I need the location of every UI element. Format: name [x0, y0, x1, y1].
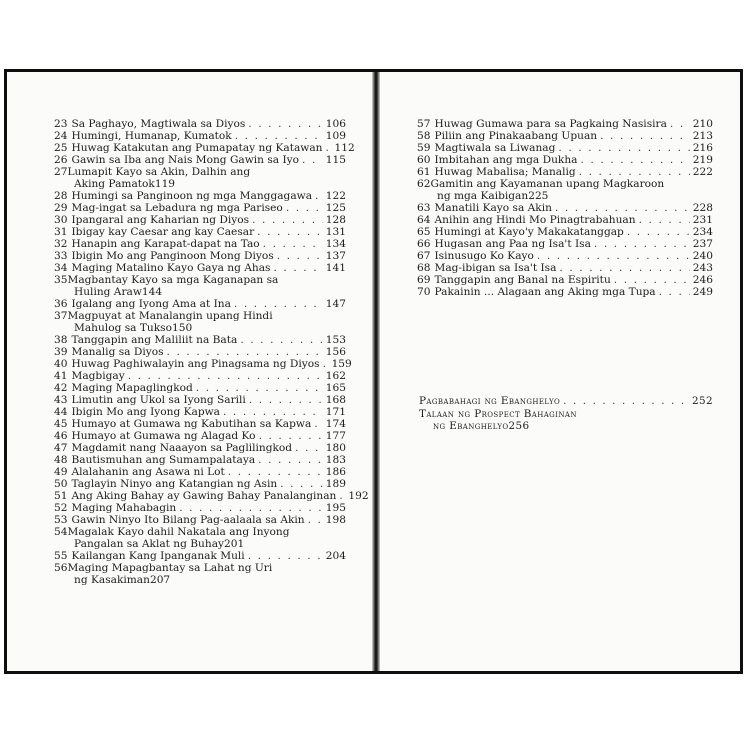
chapter-title: Talaan ng Prospect Bahaginan: [419, 407, 577, 420]
toc-entry: [54, 442, 346, 454]
chapter-title-continued: Pangalan sa Aklat ng Buhay: [74, 538, 225, 550]
page-number: 156: [325, 346, 346, 358]
chapter-title: Huwag Katakutan ang Pumapatay ng Katawan: [71, 142, 323, 154]
chapter-title: Huwag Paghiwalayin ang Pinagsama ng Diyos: [71, 358, 320, 370]
toc-entry: [54, 406, 346, 418]
page-number: 219: [692, 154, 713, 166]
page-number: 144: [141, 286, 163, 298]
chapter-number: 39: [54, 346, 68, 358]
page-number: 165: [325, 382, 346, 394]
page-number: 252: [691, 395, 713, 407]
page-number: 249: [692, 286, 713, 298]
dot-leader: [179, 502, 323, 514]
chapter-title: Magbigay: [71, 370, 125, 382]
chapter-title: Hanapin ang Karapat-dapat na Tao: [71, 238, 260, 250]
chapter-title-continued: ng Ebanghelyo: [433, 420, 509, 433]
chapter-title-continued: ng mga Kaibigan: [437, 190, 529, 202]
chapter-title: Ibigin Mo ang Panginoon Mong Diyos: [71, 250, 274, 262]
dot-leader: [235, 130, 323, 142]
chapter-title: Maging Mahabagin: [71, 502, 177, 514]
toc-entry: [419, 408, 713, 433]
dot-leader: [639, 214, 690, 226]
chapter-number: 32: [54, 238, 68, 250]
toc-entry-line2: [419, 420, 713, 433]
page-number: 207: [149, 574, 171, 586]
chapter-number: 35: [54, 274, 68, 286]
dot-leader: [228, 466, 323, 478]
page-number: 231: [692, 214, 713, 226]
dot-leader: [563, 395, 689, 408]
page-number: 213: [692, 130, 713, 142]
dot-leader: [558, 142, 689, 154]
page-number: 204: [325, 550, 346, 562]
chapter-title: Pagbabahagi ng Ebanghelyo: [419, 395, 561, 407]
chapter-title-continued: Aking Pamatok: [74, 178, 155, 190]
chapter-number: 29: [54, 202, 68, 214]
page-number: 186: [325, 466, 346, 478]
dot-leader: [323, 358, 329, 370]
page-number: 183: [325, 454, 346, 466]
toc-entry: [54, 382, 346, 394]
chapter-title: Magpuyat at Manalangin upang Hindi: [67, 310, 273, 322]
dot-leader: [263, 238, 323, 250]
dot-leader: [240, 334, 322, 346]
chapter-title: Humingi sa Panginoon ng mga Manggagawa: [71, 190, 313, 202]
dot-leader: [308, 514, 323, 526]
chapter-number: 23: [54, 118, 68, 130]
chapter-title: Lumapit Kayo sa Akin, Dalhin ang: [67, 166, 251, 178]
chapter-title: Igalang ang Iyong Ama at Ina: [71, 298, 231, 310]
page-number: 201: [224, 538, 245, 550]
chapter-title: Manalig sa Diyos: [71, 346, 164, 358]
toc-entry: [54, 490, 369, 502]
page-number: 256: [508, 420, 530, 433]
chapter-number: 60: [417, 154, 431, 166]
page-number: 141: [325, 262, 346, 274]
page-number: 119: [154, 178, 176, 190]
page-number: 195: [325, 502, 346, 514]
dot-leader: [196, 382, 323, 394]
page-number: 134: [325, 238, 346, 250]
dot-leader: [295, 442, 323, 454]
dot-leader: [314, 418, 322, 430]
dot-leader: [252, 214, 323, 226]
chapter-title: Humingi, Humanap, Kumatok: [71, 130, 232, 142]
toc-entry: [54, 550, 346, 562]
toc-entry: [54, 358, 352, 370]
chapter-title: Magtiwala sa Liwanag: [434, 142, 556, 154]
dot-leader: [627, 226, 690, 238]
toc-entry: [54, 334, 346, 346]
chapter-number: 48: [54, 454, 68, 466]
toc-entry: [54, 130, 346, 142]
page-number: 122: [325, 190, 346, 202]
chapter-number: 33: [54, 250, 68, 262]
chapter-number: 66: [417, 238, 431, 250]
toc-entry: [54, 226, 346, 238]
page-number: 159: [331, 358, 352, 370]
chapter-number: 56: [54, 562, 68, 574]
chapter-title: Ibigin Mo ang Iyong Kapwa: [71, 406, 220, 418]
chapter-title: Isinusugo Ko Kayo: [434, 250, 534, 262]
toc-entry-line1: [54, 274, 346, 286]
dot-leader: [537, 250, 690, 262]
page-number: 222: [692, 166, 713, 178]
toc-entry: [54, 190, 346, 202]
toc-entry: [54, 166, 346, 190]
chapter-title: Magbantay Kayo sa mga Kaganapan sa: [67, 274, 279, 286]
chapter-number: 57: [417, 118, 431, 130]
toc-entry: [54, 526, 346, 550]
toc-entry: [54, 370, 346, 382]
page-number: 177: [325, 430, 346, 442]
page-number: 131: [325, 226, 346, 238]
page-number: 192: [348, 490, 369, 502]
page-number: 198: [325, 514, 346, 526]
toc-entry: [417, 214, 713, 226]
toc-entry-line1: [54, 562, 346, 574]
chapter-title: Maging Mapaglingkod: [71, 382, 193, 394]
dot-leader: [286, 202, 323, 214]
chapter-number: 64: [417, 214, 431, 226]
dot-leader: [280, 478, 323, 490]
chapter-title: Bautismuhan ang Sumampalataya: [71, 454, 256, 466]
toc-entry: [54, 118, 346, 130]
chapter-title-continued: Huling Araw: [74, 286, 142, 298]
chapter-number: 45: [54, 418, 68, 430]
toc-entry: [54, 394, 346, 406]
chapter-number: 68: [417, 262, 431, 274]
toc-entry: [417, 142, 713, 154]
toc-entry: [417, 262, 713, 274]
chapter-title: Humingi at Kayo'y Makakatanggap: [434, 226, 624, 238]
toc-entry: [54, 562, 346, 586]
toc-entry: [417, 166, 713, 178]
book-spread: [4, 69, 743, 674]
toc-entry: [54, 274, 346, 298]
chapter-number: 70: [417, 286, 431, 298]
page-number: 243: [692, 262, 713, 274]
page-number: 240: [692, 250, 713, 262]
chapter-title: Ibigay kay Caesar ang kay Caesar: [71, 226, 255, 238]
dot-leader: [600, 130, 690, 142]
chapter-number: 62: [417, 178, 431, 190]
chapter-number: 41: [54, 370, 68, 382]
chapter-number: 37: [54, 310, 68, 322]
toc-entry: [54, 502, 346, 514]
chapter-title-continued: ng Kasakiman: [74, 574, 150, 586]
book-gutter: [372, 72, 380, 671]
toc-entry: [417, 286, 713, 298]
dot-leader: [257, 226, 323, 238]
toc-entry: [417, 178, 713, 202]
toc-entry: [54, 310, 346, 334]
page-number: 174: [325, 418, 346, 430]
chapter-number: 42: [54, 382, 68, 394]
page-number: 112: [334, 142, 355, 154]
dot-leader: [167, 346, 323, 358]
dot-leader: [234, 298, 323, 310]
chapter-title: Pakainin ... Alagaan ang Aking mga Tupa: [434, 286, 656, 298]
chapter-title: Maging Matalino Kayo Gaya ng Ahas: [71, 262, 271, 274]
page-number: 234: [692, 226, 713, 238]
chapter-number: 49: [54, 466, 68, 478]
chapter-number: 30: [54, 214, 68, 226]
dot-leader: [659, 286, 690, 298]
chapter-number: 51: [54, 490, 68, 502]
dot-leader: [249, 394, 323, 406]
page-number: 216: [692, 142, 713, 154]
chapter-number: 28: [54, 190, 68, 202]
chapter-title: Taglayin Ninyo ang Katangian ng Asin: [71, 478, 278, 490]
chapter-title: Piliin ang Pinakaabang Upuan: [434, 130, 598, 142]
page-number: 225: [528, 190, 549, 202]
toc-entry: [417, 154, 713, 166]
chapter-number: 55: [54, 550, 68, 562]
page-number: 210: [692, 118, 713, 130]
dot-leader: [559, 262, 689, 274]
toc-entry-line1: [417, 178, 713, 190]
toc-entry-line2: [54, 322, 346, 334]
toc-entry-line2: [417, 190, 713, 202]
toc-entry: [54, 154, 346, 166]
chapter-number: 67: [417, 250, 431, 262]
dot-leader: [277, 250, 323, 262]
page-number: 168: [325, 394, 346, 406]
chapter-title: Sa Paghayo, Magtiwala sa Diyos: [71, 118, 246, 130]
chapter-title: Gawin sa Iba ang Nais Mong Gawin sa Iyo: [71, 154, 300, 166]
dot-leader: [670, 118, 690, 130]
chapter-number: 38: [54, 334, 68, 346]
toc-entry: [54, 142, 355, 154]
toc-entry: [417, 238, 713, 250]
chapter-number: 25: [54, 142, 68, 154]
page-number: 153: [325, 334, 346, 346]
chapter-number: 44: [54, 406, 68, 418]
toc-entry: [417, 250, 713, 262]
chapter-title-continued: Mahulog sa Tukso: [74, 322, 172, 334]
page-number: 162: [325, 370, 346, 382]
chapter-title: Hugasan ang Paa ng Isa't Isa: [434, 238, 591, 250]
chapter-number: 53: [54, 514, 68, 526]
chapter-number: 46: [54, 430, 68, 442]
chapter-title: Humayo at Gumawa ng Kabutihan sa Kapwa: [71, 418, 312, 430]
page-number: 237: [692, 238, 713, 250]
dot-leader: [128, 370, 323, 382]
chapter-title: Ipangaral ang Kaharian ng Diyos: [71, 214, 250, 226]
toc-entry: [417, 226, 713, 238]
page-number: 171: [325, 406, 346, 418]
dot-leader: [248, 118, 323, 130]
chapter-number: 61: [417, 166, 431, 178]
toc-entry: [54, 262, 346, 274]
chapter-number: 31: [54, 226, 68, 238]
chapter-number: 26: [54, 154, 68, 166]
chapter-number: 63: [417, 202, 431, 214]
chapter-number: 47: [54, 442, 68, 454]
page-number: 106: [325, 118, 346, 130]
page-number: 137: [325, 250, 346, 262]
chapter-number: 58: [417, 130, 431, 142]
chapter-number: 65: [417, 226, 431, 238]
toc-entry-line1: [54, 166, 346, 178]
chapter-number: 24: [54, 130, 68, 142]
dot-leader: [326, 142, 332, 154]
toc-entry-line2: [54, 538, 346, 550]
dot-leader: [259, 430, 323, 442]
dot-leader: [614, 274, 690, 286]
chapter-title: Tanggapin ang Maliliit na Bata: [71, 334, 238, 346]
chapter-title: Manatili Kayo sa Akin: [434, 202, 552, 214]
chapter-number: 43: [54, 394, 68, 406]
toc-entry-line2: [54, 574, 346, 586]
toc-entry-line2: [54, 286, 346, 298]
chapter-title: Gamitin ang Kayamanan upang Magkaroon: [430, 178, 665, 190]
toc-entry: [54, 430, 346, 442]
dot-leader: [223, 406, 323, 418]
toc-entry: [419, 395, 713, 408]
page-number: 189: [325, 478, 346, 490]
toc-entry: [54, 514, 346, 526]
chapter-number: 52: [54, 502, 68, 514]
chapter-number: 69: [417, 274, 431, 286]
chapter-number: 54: [54, 526, 68, 538]
toc-entry: [54, 298, 346, 310]
dot-leader: [248, 550, 323, 562]
page-number: 180: [325, 442, 346, 454]
page-number: 246: [692, 274, 713, 286]
chapter-title: Kailangan Kang Ipanganak Muli: [71, 550, 245, 562]
chapter-title: Gawin Ninyo Ito Bilang Pag-aalaala sa Akin: [71, 514, 305, 526]
page-number: 115: [325, 154, 346, 166]
toc-entry-line1: [54, 526, 346, 538]
dot-leader: [579, 166, 690, 178]
chapter-number: 36: [54, 298, 68, 310]
chapter-number: 40: [54, 358, 68, 370]
toc-entry: [54, 214, 346, 226]
toc-back-matter: [419, 395, 713, 433]
toc-entry-line2: [54, 178, 346, 190]
chapter-title: Humayo at Gumawa ng Alagad Ko: [71, 430, 256, 442]
chapter-number: 34: [54, 262, 68, 274]
toc-entry: [417, 274, 713, 286]
toc-entry: [417, 118, 713, 130]
dot-leader: [594, 238, 690, 250]
chapter-number: 27: [54, 166, 68, 178]
chapter-number: 59: [417, 142, 431, 154]
chapter-title: Alalahanin ang Asawa ni Lot: [71, 466, 225, 478]
chapter-title: Magdamit nang Naaayon sa Paglilingkod: [71, 442, 293, 454]
chapter-title: Huwag Mabalisa; Manalig: [434, 166, 576, 178]
toc-entry: [54, 478, 346, 490]
page-number: 147: [325, 298, 346, 310]
chapter-title: Magalak Kayo dahil Nakatala ang Inyong: [67, 526, 290, 538]
toc-entry: [54, 250, 346, 262]
page-number: 109: [325, 130, 346, 142]
dot-leader: [315, 190, 323, 202]
toc-entry: [54, 202, 346, 214]
toc-entry: [417, 130, 713, 142]
toc-entry: [54, 346, 346, 358]
dot-leader: [273, 262, 322, 274]
chapter-title: Huwag Gumawa para sa Pagkaing Nasisira: [434, 118, 667, 130]
dot-leader: [339, 490, 345, 502]
toc-entry: [54, 466, 346, 478]
chapter-title: Maging Mapagbantay sa Lahat ng Uri: [67, 562, 273, 574]
toc-right-page: [417, 118, 713, 298]
toc-entry: [54, 238, 346, 250]
page-number: 150: [171, 322, 193, 334]
page-number: 125: [325, 202, 346, 214]
chapter-title: Mag-ibigan sa Isa't Isa: [434, 262, 557, 274]
dot-leader: [258, 454, 323, 466]
toc-entry: [54, 418, 346, 430]
toc-left-page: [54, 118, 369, 586]
dot-leader: [580, 154, 689, 166]
chapter-number: 50: [54, 478, 68, 490]
toc-entry: [417, 202, 713, 214]
chapter-title: Mag-ingat sa Lebadura ng mga Pariseo: [71, 202, 283, 214]
page-number: 228: [692, 202, 713, 214]
chapter-title: Limutin ang Ukol sa Iyong Sarili: [71, 394, 246, 406]
dot-leader: [555, 202, 690, 214]
dot-leader: [302, 154, 323, 166]
toc-entry-line1: [54, 310, 346, 322]
toc-entry: [54, 454, 346, 466]
chapter-title: Tanggapin ang Banal na Espiritu: [434, 274, 611, 286]
chapter-title: Ang Aking Bahay ay Gawing Bahay Panalanginan: [71, 490, 337, 502]
chapter-title: Anihin ang Hindi Mo Pinagtrabahuan: [434, 214, 636, 226]
page-number: 128: [325, 214, 346, 226]
toc-entry-line1: [419, 408, 713, 421]
chapter-title: Imbitahan ang mga Dukha: [434, 154, 578, 166]
